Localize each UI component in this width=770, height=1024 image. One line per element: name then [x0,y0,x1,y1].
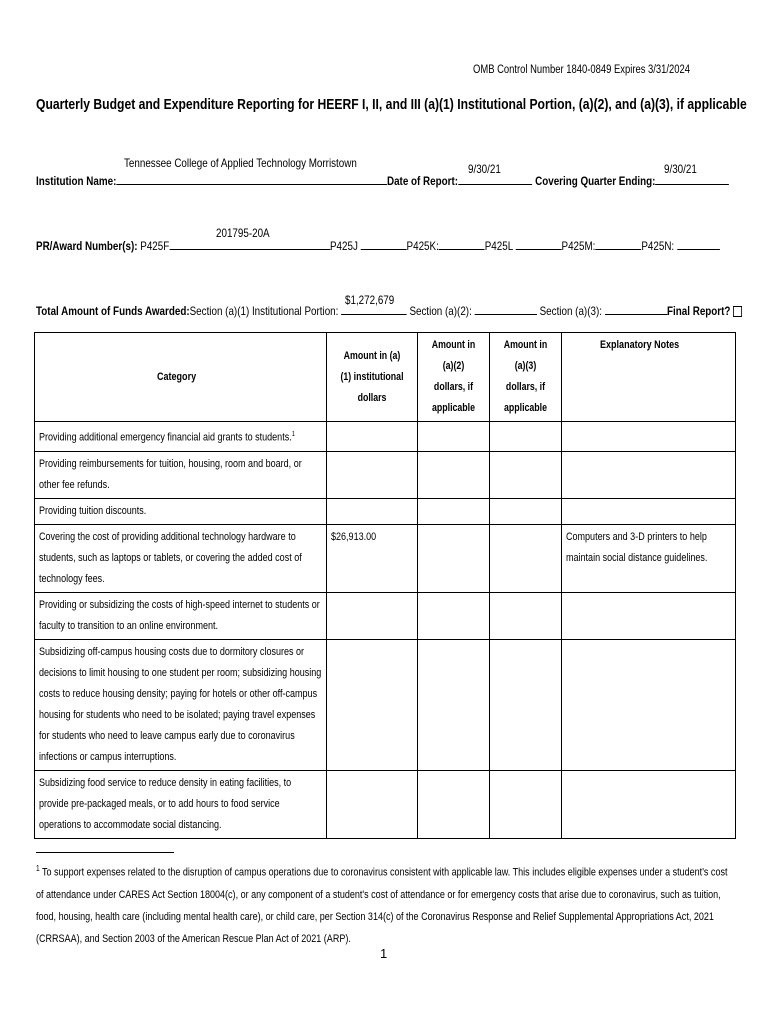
a3-amount-cell[interactable] [490,592,562,639]
notes-cell[interactable] [562,422,736,452]
p425m-field[interactable] [595,237,641,250]
a1-amount-cell[interactable] [327,422,418,452]
notes-cell[interactable] [562,639,736,770]
p425j-field[interactable] [361,237,407,250]
total-funds-line [36,302,742,318]
pr-award-label: PR/Award Number(s): [36,239,138,253]
a3-amount-cell[interactable] [490,770,562,838]
table-row [35,422,736,452]
footnote-ref: 1 [291,431,295,438]
table-header-row [35,333,736,422]
a2-field[interactable] [475,302,537,315]
date-field[interactable] [458,172,532,185]
institution-value: Tennessee College of Applied Technology Morristown [124,156,357,170]
table-row [35,451,736,498]
category-cell: Providing additional emergency financial aid grants to students.$^1$ [35,422,327,452]
a3-amount-cell[interactable] [490,422,562,452]
category-cell: Providing reimbursements for tuition, housing, room and board, or other fee refunds. [35,451,327,498]
pr-award-line [36,237,720,253]
a2-amount-cell[interactable] [418,422,490,452]
a2-amount-cell[interactable] [418,498,490,524]
a3-amount-cell[interactable] [490,524,562,592]
a3-amount-cell[interactable] [490,451,562,498]
p425f-field[interactable] [169,237,330,250]
date-value: 9/30/21 [468,162,501,176]
institution-line [36,172,729,188]
a2-amount-cell[interactable] [418,524,490,592]
budget-table [34,332,736,839]
notes-cell[interactable] [562,451,736,498]
a1-amount-cell[interactable] [327,592,418,639]
institution-field[interactable] [116,172,387,185]
p425l-field[interactable] [516,237,562,250]
a2-amount-cell[interactable] [418,639,490,770]
footnote [36,858,736,950]
category-cell: Covering the cost of providing additional technology hardware to students, such as laptops or tablets, or covering the added cost of technology fees. [35,524,327,592]
a1-amount-cell[interactable]: $26,913.00 [327,524,418,592]
footnote-mark: 1 [36,864,40,873]
p425l-label: P425L [484,239,513,253]
page-title: Quarterly Budget and Expenditure Reporting for HEERF I, II, and III (a)(1) Institutional Portion, (a)(2), and (a)(3), if applicable [36,96,747,113]
a1-amount-cell[interactable] [327,770,418,838]
a2-amount-cell[interactable] [418,451,490,498]
table-row [35,592,736,639]
p425f-label: P425F [140,239,170,253]
a1-amount-cell[interactable] [327,498,418,524]
quarter-label: Covering Quarter Ending: [535,174,656,188]
a3-amount-cell[interactable] [490,498,562,524]
a1-value: $1,272,679 [345,293,395,307]
table-row [35,524,736,592]
footnote-text: To support expenses related to the disruption of campus operations due to coronavirus consistent with applicable law. This includes eligible expenses under a student's cost of attendance under CARES Act Section 18004(c), or any component of a student's cost of attendance or for emergency costs that arise due to coronavirus, such as tuition, food, housing, health care (including mental health care), or child care, per Section 314(c) of the Coronavirus Response and Relief Supplemental Appropriations Act, 2021 (CRRSAA), and Section 2003 of the American Rescue Plan Act of 2021 (ARP). [36,866,728,945]
header-category: Category [35,333,327,422]
a2-amount-cell[interactable] [418,770,490,838]
a3-amount-cell[interactable] [490,639,562,770]
final-report-label: Final Report? [667,304,731,318]
category-cell: Providing or subsidizing the costs of high-speed internet to students or faculty to transition to an online environment. [35,592,327,639]
p425j-label: P425J [329,239,358,253]
p425f-value: 201795-20A [216,226,270,240]
notes-cell[interactable] [562,592,736,639]
omb-control-number: OMB Control Number 1840-0849 Expires 3/31/2024 [473,64,691,76]
final-report-checkbox[interactable] [733,306,742,317]
header-a1: Amount in (a)(1) institutional dollars [327,333,418,422]
a1-label: Section (a)(1) Institutional Portion: [189,304,339,318]
notes-cell[interactable]: Computers and 3-D printers to help maintain social distance guidelines. [562,524,736,592]
table-row [35,770,736,838]
category-cell: Subsidizing off-campus housing costs due to dormitory closures or decisions to limit housing to one student per room; subsidizing housing costs to reduce housing density; paying for hotels or other off-campus housing for students who need to be isolated; paying travel expenses for students who need to leave campus early due to coronavirus infections or campus interruptions. [35,639,327,770]
a1-amount-cell[interactable] [327,639,418,770]
header-a2: Amount in (a)(2) dollars, if applicable [418,333,490,422]
total-funds-label: Total Amount of Funds Awarded: [36,304,190,318]
a1-amount-cell[interactable] [327,451,418,498]
quarter-field[interactable] [655,172,729,185]
a3-label: Section (a)(3): [539,304,602,318]
notes-cell[interactable] [562,770,736,838]
table-row [35,639,736,770]
p425k-field[interactable] [439,237,485,250]
header-notes: Explanatory Notes [562,333,736,422]
p425m-label: P425M: [561,239,596,253]
a2-label: Section (a)(2): [409,304,472,318]
a2-amount-cell[interactable] [418,592,490,639]
footnote-rule [36,852,174,853]
date-label: Date of Report: [386,174,459,188]
page-number: 1 [380,946,388,961]
p425k-label: P425K: [406,239,439,253]
notes-cell[interactable] [562,498,736,524]
p425n-label: P425N: [641,239,675,253]
category-cell: Providing tuition discounts. [35,498,327,524]
a1-field[interactable] [341,302,407,315]
category-cell: Subsidizing food service to reduce density in eating facilities, to provide pre-packaged meals, or to add hours to food service operations to accommodate social distancing. [35,770,327,838]
quarter-value: 9/30/21 [664,162,697,176]
header-a3: Amount in (a)(3) dollars, if applicable [490,333,562,422]
table-row [35,498,736,524]
a3-field[interactable] [605,302,667,315]
p425n-field[interactable] [677,237,720,250]
institution-label: Institution Name: [36,174,117,188]
